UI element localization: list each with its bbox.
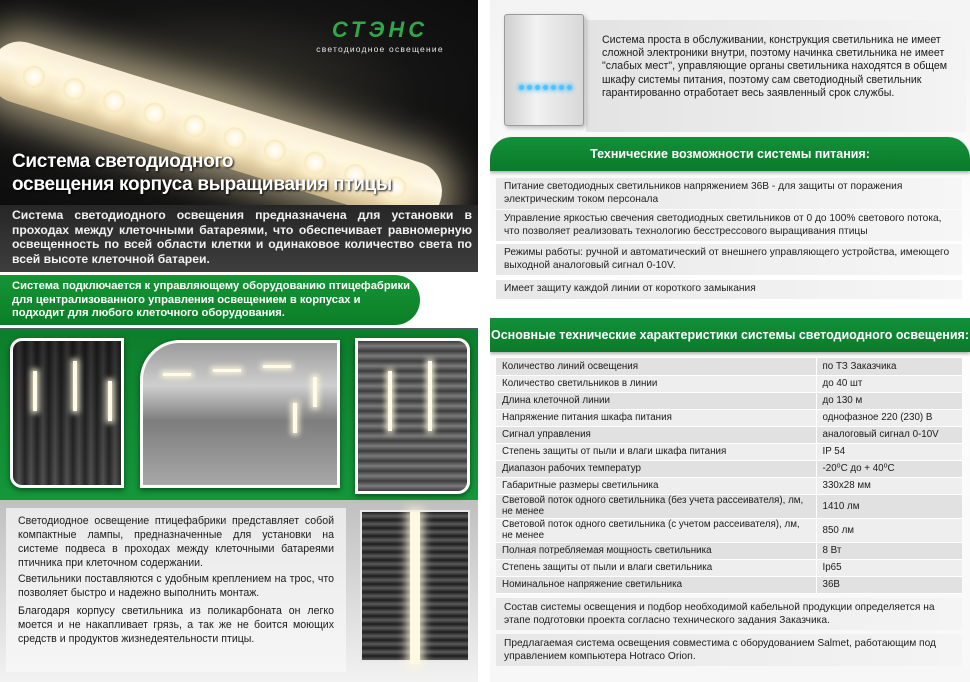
spec-value: Ip65 [816, 559, 962, 576]
spec-name: Световой поток одного светильника (без учета рассеивателя), лм, не менее [496, 494, 816, 518]
spec-row [496, 518, 962, 542]
spec-name: Степень защиты от пыли и влаги светильника [496, 559, 816, 576]
spec-name: Сигнал управления [496, 426, 816, 443]
led-dot [60, 75, 87, 102]
spec-row [496, 542, 962, 559]
spec-value: 8 Вт [816, 542, 962, 559]
capability-item: Управление яркостью свечения светодиодных светильников от 0 до 100% светового потока, что позволяет реализовать технологию бесстрессового выращивания птицы [496, 210, 962, 241]
spec-row [496, 392, 962, 409]
spec-value: аналоговый сигнал 0-10V [816, 426, 962, 443]
led-dot [221, 124, 248, 151]
lamp-installed-photo [360, 510, 470, 662]
spec-value: IP 54 [816, 443, 962, 460]
spec-name: Полная потребляемая мощность светильника [496, 542, 816, 559]
section-heading-specs: Основные технические характеристики системы светодиодного освещения: [490, 318, 970, 352]
spec-row [496, 443, 962, 460]
spec-row [496, 559, 962, 576]
title-line-1: Система светодиодного [12, 151, 234, 172]
spec-name: Длина клеточной линии [496, 392, 816, 409]
spec-value: 330х28 мм [816, 477, 962, 494]
page-title [12, 150, 472, 196]
left-page [0, 0, 478, 682]
page-gap [478, 0, 490, 682]
logo-subtitle: светодиодное освещение [316, 44, 444, 54]
capability-item: Имеет защиту каждой линии от короткого замыкания [496, 280, 962, 299]
spec-value: до 40 шт [816, 375, 962, 392]
capability-item: Питание светодиодных светильников напряжением 36В - для защиты от поражения электрическим током персонала [496, 178, 962, 209]
footnote-1: Состав системы освещения и подбор необходимой кабельной продукции определяется на этапе подготовки проекта согласно технического задания Заказчика. [496, 598, 962, 630]
right-page [490, 0, 970, 682]
spec-name: Степень защиты от пыли и влаги шкафа питания [496, 443, 816, 460]
spec-name: Номинальное напряжение светильника [496, 576, 816, 593]
poultry-house-photo [10, 338, 124, 488]
spec-value: 1410 лм [816, 494, 962, 518]
spec-row [496, 576, 962, 593]
spec-value: до 130 м [816, 392, 962, 409]
note-paragraph-3: Благодаря корпусу светильника из поликарбоната он легко моется и не накапливает грязь, а так же не боится моющих средств и продуктов жизнедеятельности птицы. [18, 605, 334, 645]
spec-name: Световой поток одного светильника (с учетом рассеивателя), лм, не менее [496, 518, 816, 542]
spec-value: -20⁰С до + 40⁰С [816, 460, 962, 477]
spec-value: однофазное 220 (230) В [816, 409, 962, 426]
spec-row [496, 375, 962, 392]
description-box [6, 508, 346, 672]
section-heading-capabilities: Технические возможности системы питания: [490, 137, 970, 171]
spec-name: Диапазон рабочих температур [496, 460, 816, 477]
photo-strip [0, 330, 478, 500]
logo-mark: СТЭНС [331, 17, 429, 42]
capability-item: Режимы работы: ручной и автоматический от внешнего управляющего устройства, имеющего выходной аналоговый сигнал 0-10V. [496, 244, 962, 275]
spec-name: Количество светильников в линии [496, 375, 816, 392]
connection-banner [0, 272, 478, 328]
note-paragraph-2: Светильники поставляются с удобным креплением на трос, что позволяет быстро и надежно выполнить монтаж. [18, 573, 334, 599]
banner-text: Система подключается к управляющему оборудованию птицефабрики для централизованного управления освещением в корпусах и подходит для любого клеточного оборудования. [0, 275, 420, 325]
led-dot [141, 100, 168, 127]
title-line-2: освещения корпуса выращивания птицы [12, 174, 392, 195]
led-dot [101, 88, 128, 115]
spec-value: по ТЗ Заказчика [816, 358, 962, 375]
brand-logo [290, 18, 470, 62]
spec-name: Количество линий освещения [496, 358, 816, 375]
spec-row [496, 494, 962, 518]
spec-row [496, 358, 962, 375]
led-dot [20, 63, 47, 90]
spec-name: Габаритные размеры светильника [496, 477, 816, 494]
maintenance-text: Система проста в обслуживании, конструкция светильника не имеет сложной электроники внутри, поэтому начинка светильника не имеет "слабых мест", управляющие органы светильника находятся в общем шкафу системы питания, поэтому сам светодиодный светильник гарантированно отработает весь заявленный срок службы. [602, 34, 948, 99]
spec-value: 36В [816, 576, 962, 593]
power-cabinet-image [504, 14, 584, 126]
spec-table [496, 358, 962, 594]
poultry-house-photo [140, 340, 340, 488]
spec-row [496, 426, 962, 443]
spec-row [496, 460, 962, 477]
spec-name: Напряжение питания шкафа питания [496, 409, 816, 426]
installed-tube [410, 512, 420, 664]
maintenance-box [586, 20, 966, 132]
spec-row [496, 409, 962, 426]
poultry-house-photo [355, 338, 470, 494]
spec-value: 850 лм [816, 518, 962, 542]
note-paragraph-1: Светодиодное освещение птицефабрики представляет собой компактные лампы, предназначенные для установки на системе подвеса в проходах между клеточными батареями птичника при клеточном содержании. [18, 515, 334, 569]
footnote-2: Предлагаемая система освещения совместима с оборудованием Salmet, работающим под управлением компьютера Hotraco Orion. [496, 634, 962, 666]
led-dot [181, 112, 208, 139]
spec-row [496, 477, 962, 494]
intro-text: Система светодиодного освещения предназначена для установки в проходах между клеточными батареями, что обеспечивает равномерную освещенность по всей области клетки и одинаковое количество света по всей высоте клеточной батареи. [12, 208, 472, 266]
